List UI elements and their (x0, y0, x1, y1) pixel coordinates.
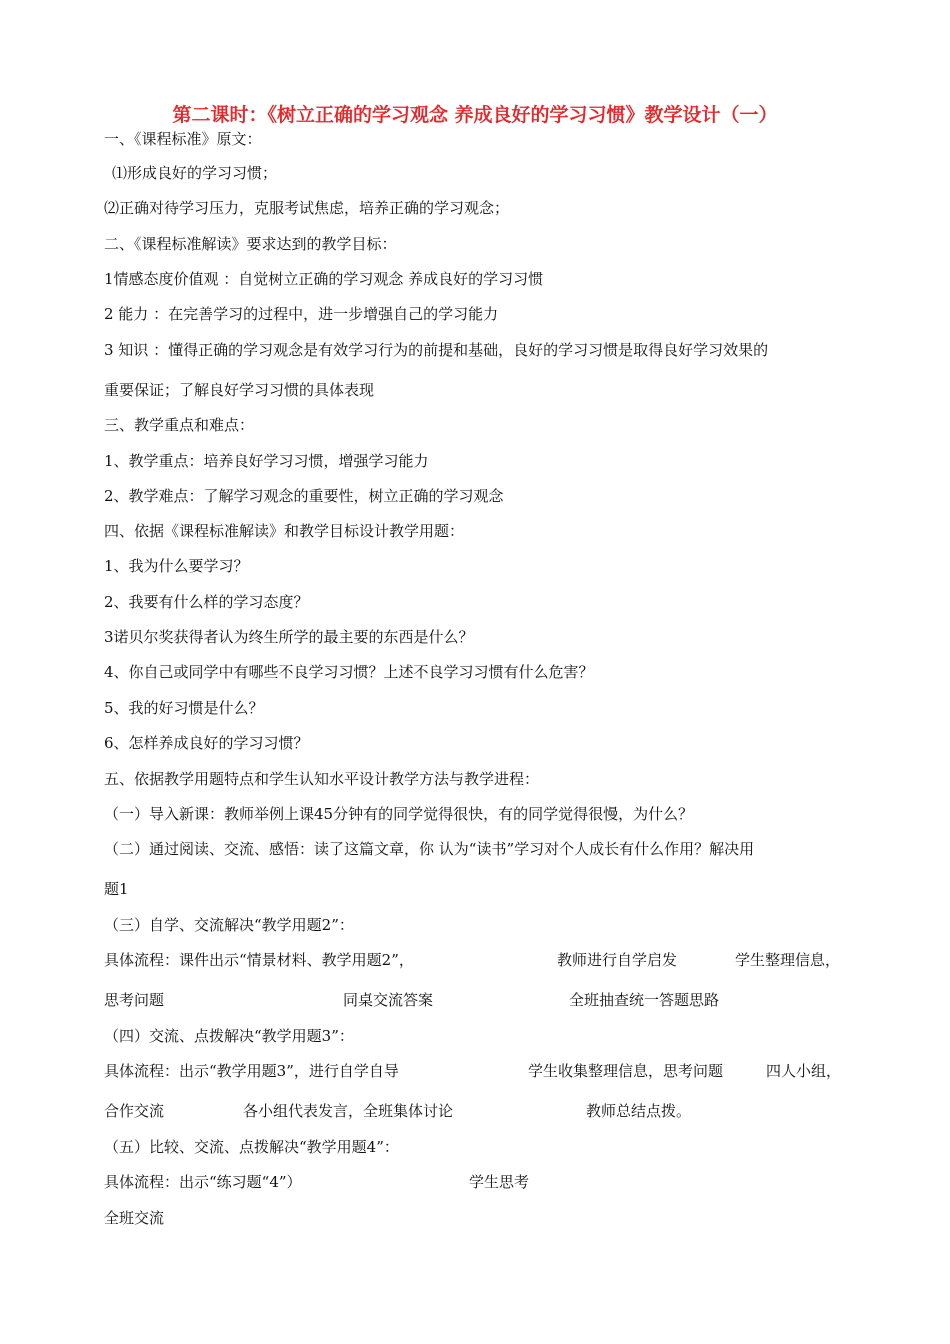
question-3: 3诺贝尔奖获得者认为终生所学的最主要的东西是什么？ (104, 628, 474, 646)
flow-4-f: 教师总结点拨。 (586, 1102, 692, 1120)
flow-5-b: 学生思考 (469, 1173, 530, 1191)
step-3: （三）自学、交流解决“教学用题2”： (104, 916, 354, 934)
goal-knowledge: 3 知识 ：懂得正确的学习观念是有效学习行为的前提和基础，良好的学习习惯是取得良好学习效果的 (104, 341, 769, 359)
question-6: 6、怎样养成良好的学习习惯？ (104, 734, 309, 752)
flow-3-f: 全班抽查统一答题思路 (569, 991, 720, 1009)
flow-3-e: 同桌交流答案 (343, 991, 434, 1009)
flow-5-a: 具体流程：出示“练习题“4”） (104, 1173, 302, 1191)
section-5-heading: 五、依据教学用题特点和学生认知水平设计教学方法与教学进程： (104, 770, 540, 788)
document-title: 第二课时：《树立正确的学习观念 养成良好的学习习惯》教学设计（一） (172, 104, 778, 126)
difficult-point: 2、教学难点：了解学习观念的重要性，树立正确的学习观念 (104, 487, 504, 505)
flow-4-b: 学生收集整理信息，思考问题 (528, 1062, 724, 1080)
step-2: （二）通过阅读、交流、感悟：读了这篇文章，你 认为“读书”学习对个人成长有什么作用？解决用 (104, 840, 755, 858)
question-2: 2、我要有什么样的学习态度？ (104, 593, 309, 611)
section-2-heading: 二、《课程标准解读》要求达到的教学目标： (104, 235, 397, 253)
flow-4-d: 合作交流 (104, 1102, 165, 1120)
flow-3-b: 教师进行自学启发 (557, 951, 678, 969)
section-3-heading: 三、教学重点和难点： (104, 416, 255, 434)
flow-4-a: 具体流程：出示“教学用题3”，进行自学自导 (104, 1062, 399, 1080)
step-2-cont: 题1 (104, 880, 129, 898)
goal-attitude: 1情感态度价值观 ：自觉树立正确的学习观念 养成良好的学习习惯 (104, 270, 544, 288)
standard-item-1: ⑴形成良好的学习习惯； (112, 164, 278, 182)
goal-knowledge-cont: 重要保证；了解良好学习习惯的具体表现 (104, 381, 375, 399)
key-point: 1、教学重点：培养良好学习习惯，增强学习能力 (104, 452, 429, 470)
flow-3-c: 学生整理信息， (735, 951, 841, 969)
step-5: （五）比较、交流、点拨解决“教学用题4”： (104, 1138, 399, 1156)
standard-item-2: ⑵正确对待学习压力，克服考试焦虑，培养正确的学习观念； (104, 199, 510, 217)
flow-4-c: 四人小组， (766, 1062, 842, 1080)
section-1-heading: 一、《课程标准》原文： (104, 130, 262, 148)
flow-4-e: 各小组代表发言，全班集体讨论 (243, 1102, 454, 1120)
step-4: （四）交流、点拨解决“教学用题3”： (104, 1027, 354, 1045)
goal-ability: 2 能力 ：在完善学习的过程中，进一步增强自己的学习能力 (104, 305, 499, 323)
question-1: 1、我为什么要学习？ (104, 557, 249, 575)
step-5-cont: 全班交流 (104, 1209, 165, 1227)
question-4: 4、你自己或同学中有哪些不良学习习惯？上述不良学习习惯有什么危害？ (104, 663, 594, 681)
question-5: 5、我的好习惯是什么？ (104, 699, 264, 717)
flow-3-d: 思考问题 (104, 991, 165, 1009)
step-1: （一）导入新课：教师举例上课45分钟有的同学觉得很快，有的同学觉得很慢，为什么？ (104, 805, 694, 823)
section-4-heading: 四、依据《课程标准解读》和教学目标设计教学用题： (104, 522, 465, 540)
flow-3-a: 具体流程：课件出示“情景材料、教学用题2”， (104, 951, 414, 969)
